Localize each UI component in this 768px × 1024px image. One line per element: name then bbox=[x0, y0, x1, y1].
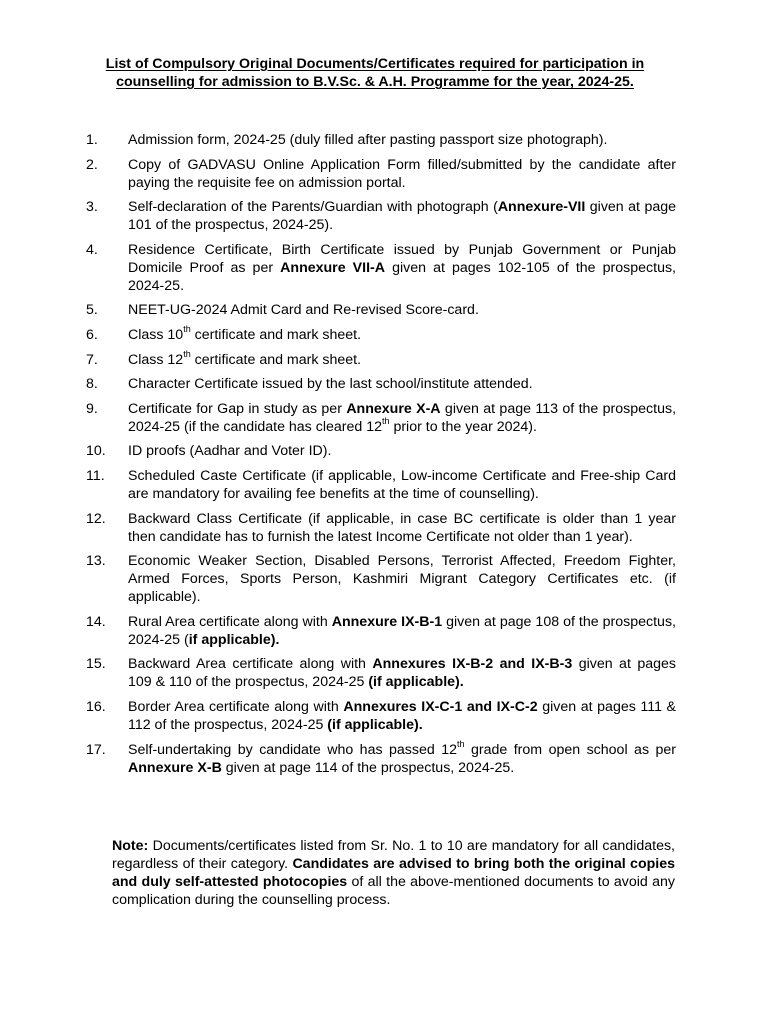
bold-text: Annexure X-A bbox=[346, 400, 441, 417]
list-item bbox=[86, 613, 676, 649]
list-item-text bbox=[128, 613, 676, 649]
list-item-number: 1. bbox=[86, 132, 98, 148]
bold-text: if applicable). bbox=[188, 631, 280, 648]
list-item bbox=[86, 510, 676, 546]
text-run: prior to the year 2024). bbox=[389, 418, 537, 435]
list-item-text bbox=[128, 738, 676, 777]
list-item bbox=[86, 375, 676, 393]
text-run: Backward Class Certificate (if applicable, in case BC certificate is older than 1 year then candidate has to furnish the latest Income Certificate not older than 1 year). bbox=[128, 510, 676, 545]
text-run: given at page 101 of the prospectus, 2024-25). bbox=[128, 199, 677, 234]
note-paragraph bbox=[112, 837, 675, 909]
bold-text: Annexures IX-B-2 and IX-B-3 bbox=[372, 656, 573, 673]
list-item-text bbox=[128, 442, 676, 460]
list-item-text bbox=[128, 156, 676, 192]
text-run: Certificate for Gap in study as per bbox=[128, 400, 347, 417]
list-item bbox=[86, 326, 676, 344]
list-item-text bbox=[128, 467, 676, 503]
list-item-number: 6. bbox=[86, 326, 98, 343]
superscript-text: th bbox=[183, 324, 191, 335]
text-run: Border Area certificate along with bbox=[128, 698, 344, 715]
list-item bbox=[86, 301, 676, 319]
text-run: Copy of GADVASU Online Application Form filled/submitted by the candidate after paying the requisite fee on admission portal. bbox=[128, 156, 676, 191]
text-run: given at page 108 of the prospectus, 2024-25 ( bbox=[128, 613, 676, 648]
text-run: given at pages 109 & 110 of the prospectus, 2024-25 bbox=[128, 656, 676, 691]
list-item-text bbox=[128, 698, 676, 734]
superscript-text: th bbox=[183, 348, 191, 359]
list-item-text bbox=[128, 326, 676, 344]
text-run: Character Certificate issued by the last school/institute attended. bbox=[128, 376, 533, 393]
text-run: grade from open school as per bbox=[464, 741, 676, 758]
text-run: ID proofs (Aadhar and Voter ID). bbox=[128, 443, 332, 460]
list-item bbox=[86, 467, 676, 503]
list-item-number: 14. bbox=[86, 613, 106, 630]
list-item-text bbox=[128, 198, 676, 234]
text-run: Residence Certificate, Birth Certificate issued by Punjab Government or Punjab Domicile Proof as per bbox=[128, 241, 676, 276]
list-item-number: 16. bbox=[86, 698, 106, 715]
list-item-number: 4. bbox=[86, 241, 98, 258]
document-title bbox=[80, 55, 670, 91]
list-item bbox=[86, 241, 676, 295]
text-run: given at pages 111 & 112 of the prospectus, 2024-25 bbox=[128, 698, 677, 733]
list-item-number: 3. bbox=[86, 199, 98, 216]
bold-text: Annexure IX-B-1 bbox=[331, 613, 443, 630]
text-run: certificate and mark sheet. bbox=[190, 326, 362, 343]
list-item-text bbox=[128, 655, 676, 691]
list-item-text bbox=[128, 552, 676, 606]
list-item-number: 10. bbox=[86, 443, 106, 460]
list-item bbox=[86, 442, 676, 460]
list-item bbox=[86, 156, 676, 192]
text-run: Scheduled Caste Certificate (if applicable, Low-income Certificate and Free-ship Card are mandatory for availing fee benefits at the time of counselling). bbox=[128, 467, 676, 502]
note-text-2: of all the above-mentioned documents to avoid any complication during the counselling process. bbox=[112, 874, 675, 908]
list-item bbox=[86, 131, 676, 149]
list-item-number: 9. bbox=[86, 400, 98, 417]
list-item-number: 5. bbox=[86, 302, 98, 319]
bold-text: Annexure VII-A bbox=[280, 259, 385, 276]
list-item-number: 17. bbox=[86, 741, 106, 758]
documents-list bbox=[86, 131, 676, 783]
bold-text: Annexures IX-C-1 and IX-C-2 bbox=[343, 698, 538, 715]
superscript-text: th bbox=[457, 738, 465, 749]
list-item-number: 8. bbox=[86, 376, 98, 393]
text-run: Class 12 bbox=[128, 351, 184, 368]
text-run: given at pages 102-105 of the prospectus, 2024-25. bbox=[128, 259, 676, 294]
text-run: Rural Area certificate along with bbox=[128, 613, 332, 630]
list-item bbox=[86, 655, 676, 691]
list-item bbox=[86, 738, 676, 777]
bold-text: (if applicable). bbox=[368, 674, 464, 691]
bold-text: Annexure-VII bbox=[497, 199, 586, 216]
list-item bbox=[86, 198, 676, 234]
list-item-text bbox=[128, 510, 676, 546]
bold-text: Annexure X-B bbox=[128, 759, 222, 776]
note-emphasis: Candidates are advised to bring both the original copies and duly self-attested photocopies bbox=[112, 856, 675, 890]
list-item-number: 15. bbox=[86, 656, 106, 673]
list-item bbox=[86, 552, 676, 606]
superscript-text: th bbox=[381, 416, 390, 427]
list-item-text bbox=[128, 241, 676, 295]
text-run: certificate and mark sheet. bbox=[190, 351, 362, 368]
list-item-text bbox=[128, 348, 676, 369]
list-item-number: 11. bbox=[86, 467, 105, 484]
list-item-number: 7. bbox=[86, 351, 98, 368]
note-text-1: Documents/certificates listed from Sr. No. 1 to 10 are mandatory for all candidates, regardless of their category. bbox=[112, 838, 675, 872]
text-run: Self-declaration of the Parents/Guardian with photograph ( bbox=[128, 199, 498, 216]
list-item-text bbox=[128, 375, 676, 393]
text-run: Economic Weaker Section, Disabled Persons, Terrorist Affected, Freedom Fighter, Armed Forces, Sports Person, Kashmiri Migrant Category Certificates etc. (if applicable). bbox=[128, 553, 676, 606]
list-item-number: 12. bbox=[86, 510, 106, 527]
bold-text: (if applicable). bbox=[327, 716, 423, 733]
text-run: NEET-UG-2024 Admit Card and Re-revised Score-card. bbox=[128, 302, 479, 319]
title-line-1: List of Compulsory Original Documents/Certificates required for participation in bbox=[105, 56, 645, 72]
list-item-number: 13. bbox=[86, 553, 106, 570]
list-item-text bbox=[128, 400, 676, 436]
title-line-2: counselling for admission to B.V.Sc. & A.H. Programme for the year, 2024-25. bbox=[116, 74, 634, 90]
note-label: Note: bbox=[112, 838, 149, 854]
list-item bbox=[86, 348, 676, 369]
list-item-text bbox=[128, 131, 676, 149]
text-run: Backward Area certificate along with bbox=[128, 656, 373, 673]
list-item bbox=[86, 400, 676, 436]
text-run: Self-undertaking by candidate who has passed 12 bbox=[128, 741, 458, 758]
text-run: Class 10 bbox=[128, 326, 184, 343]
list-item-number: 2. bbox=[86, 156, 98, 173]
text-run: given at page 114 of the prospectus, 2024-25. bbox=[221, 759, 515, 776]
text-run: given at page 113 of the prospectus, 2024-25 (if the candidate has cleared 12 bbox=[128, 400, 677, 435]
list-item-text bbox=[128, 301, 676, 319]
list-item bbox=[86, 698, 676, 734]
text-run: Admission form, 2024-25 (duly filled after pasting passport size photograph). bbox=[128, 132, 608, 148]
